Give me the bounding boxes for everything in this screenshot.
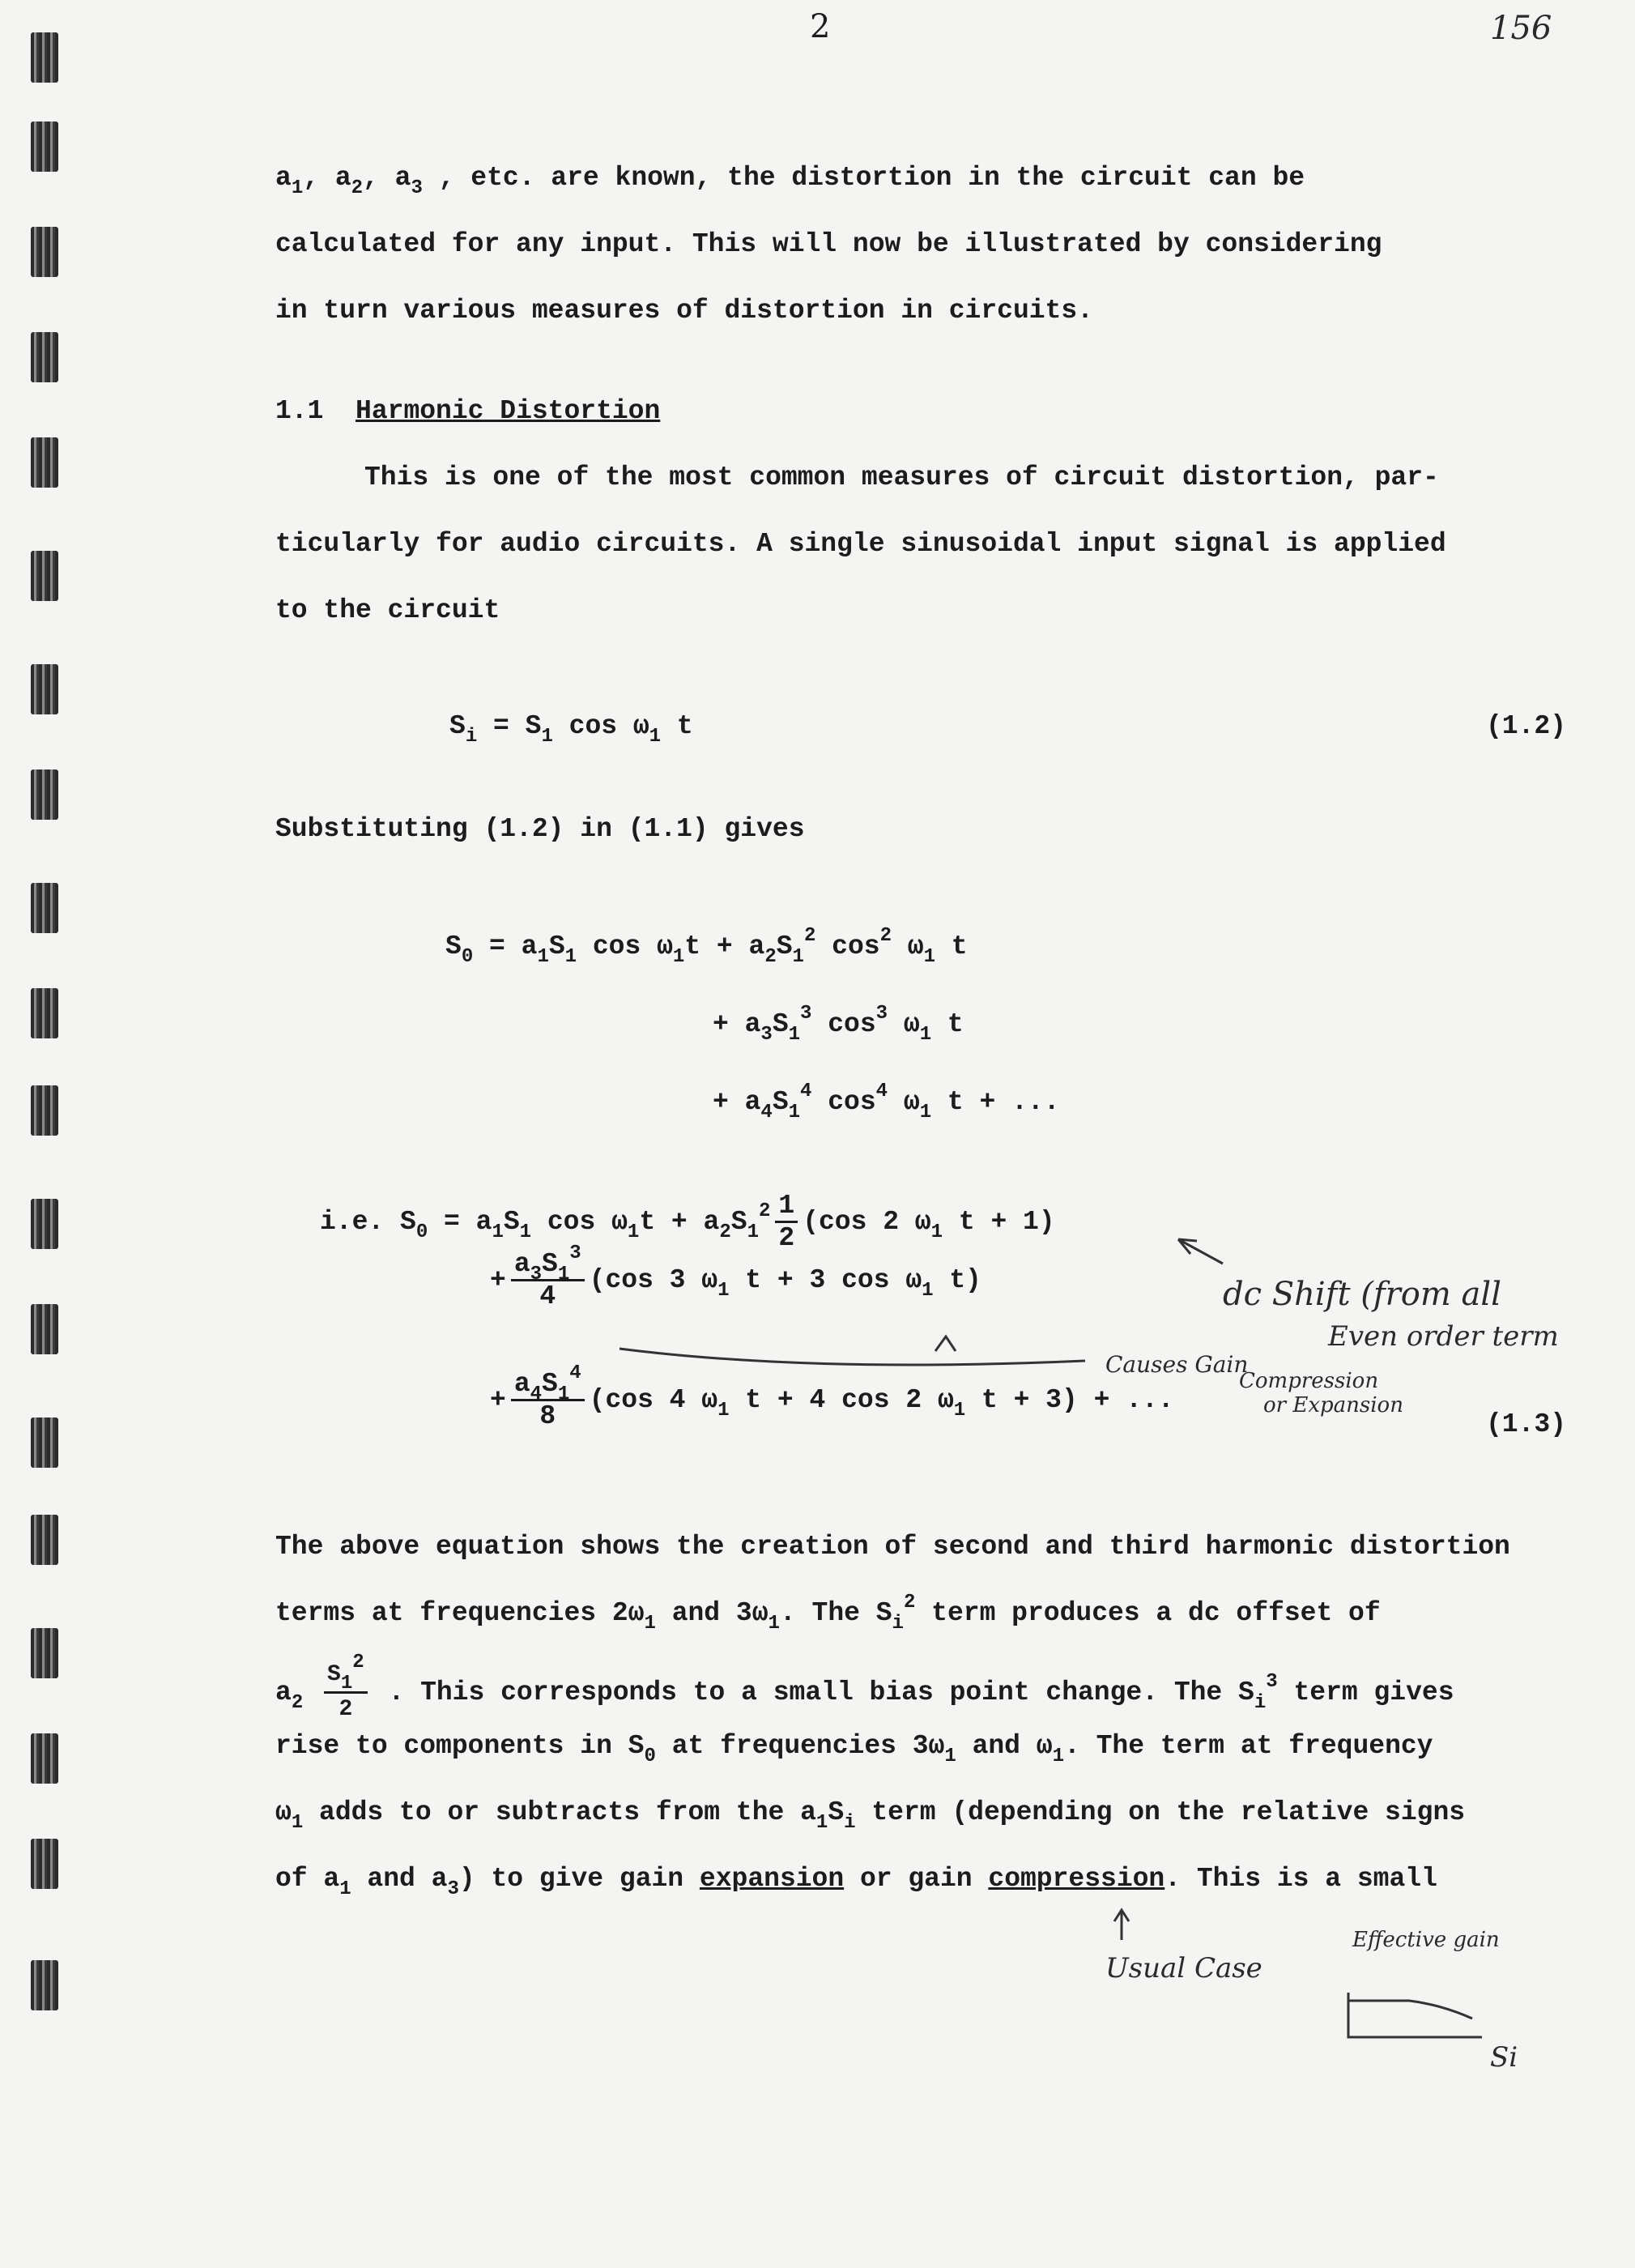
paragraph-line: terms at frequencies $2\omega_1$ and $3\omega_1$. The $S_i^2$ term produces a dc offset of [275, 1592, 1381, 1635]
handwritten-note: or Expansion [1263, 1393, 1403, 1418]
handwritten-note: Causes Gain [1105, 1351, 1249, 1378]
equation-line: + $\frac{a_4S_1^4}{8}$ (cos 4 $\omega_1$ t + 4 cos 2 $\omega_1$ t + 3) + ... [490, 1362, 1174, 1431]
paragraph-line: to the circuit [275, 595, 500, 625]
paragraph-line: $a_1$, $a_2$, $a_3$ , etc. are known, the distortion in the circuit can be [275, 163, 1305, 199]
equation-number: (1.3) [1486, 1409, 1567, 1439]
paragraph-line: in turn various measures of distortion in circuits. [275, 296, 1093, 326]
paragraph-line: rise to components in $S_0$ at frequencies $3\omega_1$ and $\omega_1$. The term at frequency [275, 1731, 1433, 1767]
paragraph-line: This is one of the most common measures of circuit distortion, par- [364, 463, 1439, 492]
handwritten-note: Even order term [1328, 1320, 1559, 1353]
equation-line: + $a_4S_1^4$ $\cos^4 \omega_1$ t + ... [713, 1081, 1060, 1123]
paragraph-line: The above equation shows the creation of second and third harmonic distortion [275, 1532, 1510, 1562]
paragraph-line: ticularly for audio circuits. A single sinusoidal input signal is applied [275, 529, 1446, 559]
paragraph-line: of $a_1$ and $a_3$) to give gain expansion or gain compression. This is a small [275, 1864, 1437, 1900]
page-number: 2 [810, 8, 831, 45]
section-heading: 1.1 Harmonic Distortion [275, 396, 661, 426]
handwritten-note: Effective gain [1352, 1928, 1500, 1952]
equation-number: (1.2) [1486, 711, 1567, 741]
equation-1-2: $S_i = S_1$ $\cos \omega_1$ t [449, 711, 693, 748]
handwritten-page-mark: 156 [1490, 10, 1552, 47]
paragraph-line: $a_2$ $\frac{S_1^2}{2}$ . This corresponds to a small bias point change. The $S_i^3$ term gives [275, 1652, 1454, 1722]
paragraph-line: $\omega_1$ adds to or subtracts from the $a_1S_i$ term (depending on the relative signs [275, 1797, 1466, 1834]
paragraph-line: calculated for any input. This will now be illustrated by considering [275, 229, 1382, 259]
handwritten-note: Si [1490, 2041, 1518, 2074]
equation-line: i.e. $S_0 = a_1S_1$ $\cos \omega_1t + a_2S_1^2$ $\frac{1}{2}$ (cos 2 $\omega_1$ t + 1) [320, 1191, 1055, 1253]
handwritten-note: Compression [1239, 1369, 1379, 1393]
paragraph-line: Substituting (1.2) in (1.1) gives [275, 814, 805, 844]
equation-line: + $a_3S_1^3$ $\cos^3 \omega_1$ t [713, 1003, 964, 1046]
equation-line: + $\frac{a_3S_1^3}{4}$ (cos 3 $\omega_1$ t + 3 $\cos \omega_1$ t) [490, 1243, 981, 1311]
handwritten-note: dc Shift (from all [1223, 1276, 1501, 1313]
handwritten-note: Usual Case [1105, 1952, 1262, 1985]
equation-line: $S_0 = a_1S_1$ $\cos \omega_1t + a_2S_1^2$ $\cos^2 \omega_1$ t [445, 925, 968, 968]
